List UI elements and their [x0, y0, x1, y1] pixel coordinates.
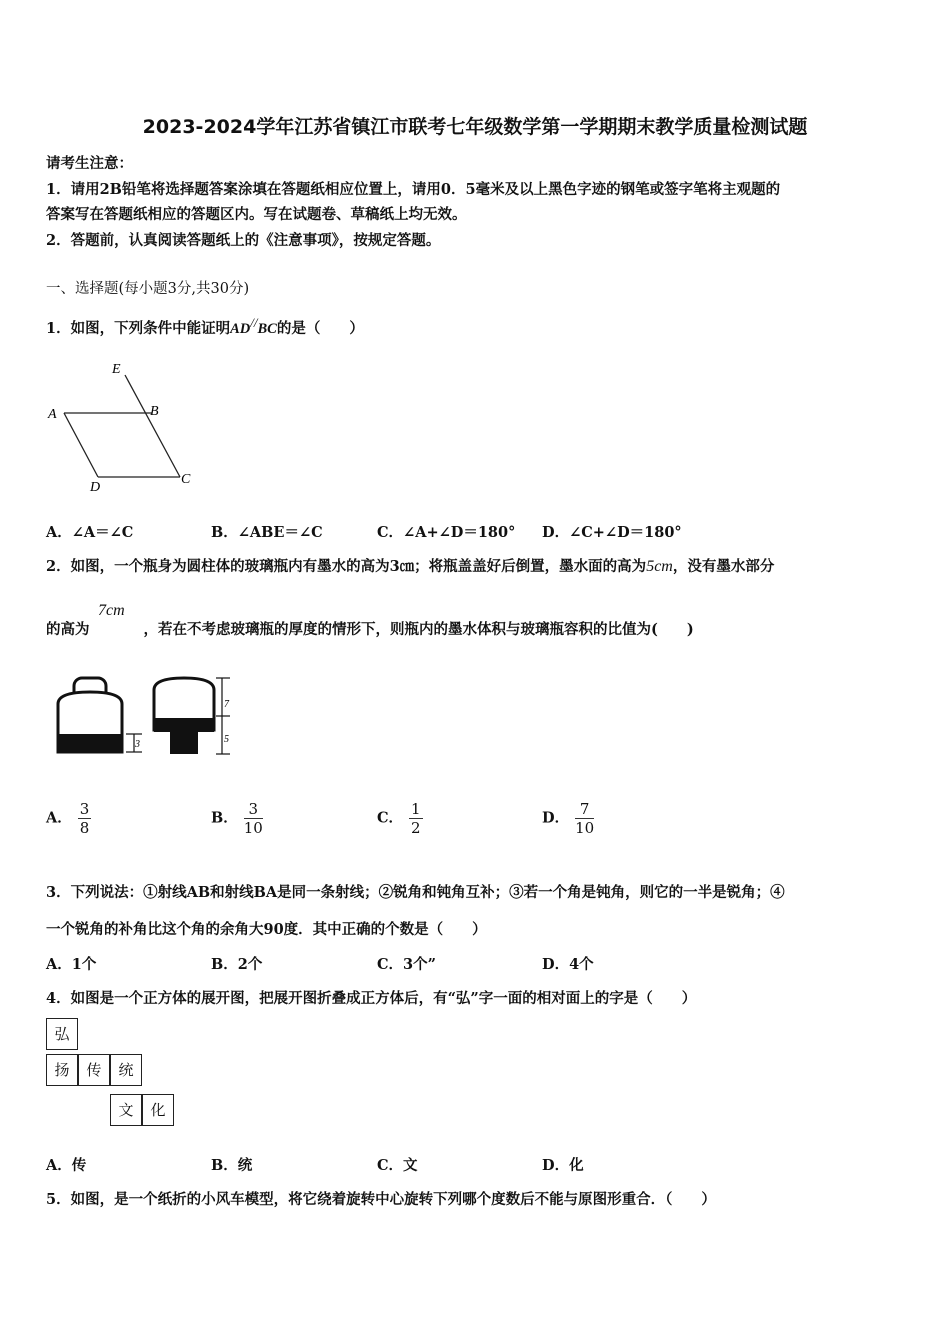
q1-label-b: B [150, 404, 159, 419]
q3-option-d[interactable]: D．4个 [542, 956, 594, 973]
q2-option-b-num: 3 [244, 800, 263, 819]
q2-line2a: 的高为 [46, 621, 90, 638]
q1-ad: AD [230, 320, 251, 337]
question-3-line-2: 一个锐角的补角比这个角的余角大90度．其中正确的个数是（ ） [46, 921, 487, 938]
q1-line-ec [125, 375, 180, 477]
q4-cell-hong: 弘 [46, 1018, 78, 1050]
q4-cube-net [46, 1018, 178, 1134]
q3-option-c[interactable]: C．3个” [377, 956, 436, 973]
q2-h5: 5cm [646, 558, 673, 575]
question-4-stem: 4．如图是一个正方体的展开图，把展开图折叠成正方体后，有“弘”字一面的相对面上的字是（ ） [46, 990, 697, 1007]
q3-option-a[interactable]: A．1个 [46, 956, 97, 973]
q2-line1b: ，没有墨水部分 [672, 558, 775, 575]
q2-option-d-letter: D． [542, 809, 570, 827]
q4-cell-yang: 扬 [46, 1054, 78, 1086]
q2-option-c-den: 2 [411, 819, 421, 837]
q1-option-c[interactable]: C．∠A+∠D＝180° [377, 524, 516, 541]
notice-line-2: 2．答题前，认真阅读答题纸上的《注意事项》，按规定答题。 [46, 232, 441, 249]
q2-right-ink [154, 718, 214, 732]
q1-bc: BC [257, 320, 277, 337]
q2-right-top-label: 7 [224, 699, 229, 710]
page-title: 2023-2024学年江苏省镇江市联考七年级数学第一学期期末教学质量检测试题 [142, 116, 808, 138]
q2-left-height-label: 3 [135, 739, 140, 750]
q1-label-e: E [112, 362, 121, 377]
q1-suffix: 的是（ ） [276, 319, 364, 337]
q2-option-a-num: 3 [79, 800, 90, 818]
q2-option-d-num: 7 [575, 800, 594, 819]
q2-option-c-num: 1 [411, 800, 421, 818]
q2-bottle-figure [50, 670, 250, 760]
notice-line-1b: 答案写在答题纸相应的答题区内。写在试题卷、草稿纸上均无效。 [46, 206, 467, 223]
section-heading: 一、选择题(每小题3分,共30分) [46, 281, 250, 297]
q2-line1a: 2．如图，一个瓶身为圆柱体的玻璃瓶内有墨水的高为3㎝；将瓶盖盖好后倒置，墨水面的高为 [46, 558, 647, 575]
question-2-line-1 [46, 555, 774, 576]
q4-cell-tong: 统 [110, 1054, 142, 1086]
question-2-line-2 [46, 618, 694, 639]
notice-line-1a: 1．请用2B铅笔将选择题答案涂填在答题纸相应位置上，请用0．5毫米及以上黑色字迹的钢笔或签字笔将主观题的 [46, 181, 781, 198]
q2-option-a-den: 8 [79, 819, 90, 837]
q2-right-bottom-label: 5 [224, 734, 229, 745]
q2-option-a-letter: A． [46, 809, 72, 827]
q2-option-d-den: 10 [575, 819, 595, 837]
q2-left-ink [58, 734, 122, 752]
question-5-stem: 5．如图，是一个纸折的小风车模型，将它绕着旋转中心旋转下列哪个度数后不能与原图形重合．（ ） [46, 1191, 716, 1208]
notice-heading: 请考生注意： [46, 155, 133, 172]
q1-label-a: A [48, 407, 57, 422]
q2-option-b-den: 10 [243, 819, 263, 837]
q2-option-b[interactable] [211, 800, 263, 837]
q4-cell-wen: 文 [110, 1094, 142, 1126]
q4-option-b[interactable]: B．统 [211, 1157, 253, 1174]
q2-right-cap [170, 730, 198, 754]
q4-option-a[interactable]: A．传 [46, 1157, 87, 1174]
q1-line-ad [64, 413, 98, 477]
q1-option-b[interactable]: B．∠ABE＝∠C [211, 524, 323, 541]
q1-parallelogram-figure [40, 355, 210, 495]
question-1-stem [46, 315, 364, 338]
q2-option-b-letter: B． [211, 809, 238, 827]
q1-option-a[interactable]: A．∠A＝∠C [46, 524, 134, 541]
q4-option-c[interactable]: C．文 [377, 1157, 418, 1174]
q2-option-c-letter: C． [377, 809, 404, 827]
q4-option-d[interactable]: D．化 [542, 1157, 584, 1174]
question-3-line-1: 3．下列说法：①射线AB和射线BA是同一条射线；②锐角和钝角互补；③若一个角是钝角，则它的一半是锐角；④ [46, 884, 785, 901]
q4-cell-hua: 化 [142, 1094, 174, 1126]
q4-cell-chuan: 传 [78, 1054, 110, 1086]
q1-option-d[interactable]: D．∠C+∠D＝180° [542, 524, 682, 541]
q2-option-c[interactable] [377, 800, 423, 837]
q1-prefix: 1．如图，下列条件中能证明 [46, 319, 231, 337]
q1-label-c: C [181, 472, 191, 487]
q2-option-a[interactable] [46, 800, 91, 837]
q2-option-d[interactable] [542, 800, 594, 837]
q2-h7: 7cm [98, 602, 125, 619]
q1-parallel: // [250, 315, 258, 330]
q2-line2b: ，若在不考虑玻璃瓶的厚度的情形下，则瓶内的墨水体积与玻璃瓶容积的比值为( ) [143, 621, 694, 638]
q1-label-d: D [90, 480, 101, 495]
q3-option-b[interactable]: B．2个 [211, 956, 263, 973]
